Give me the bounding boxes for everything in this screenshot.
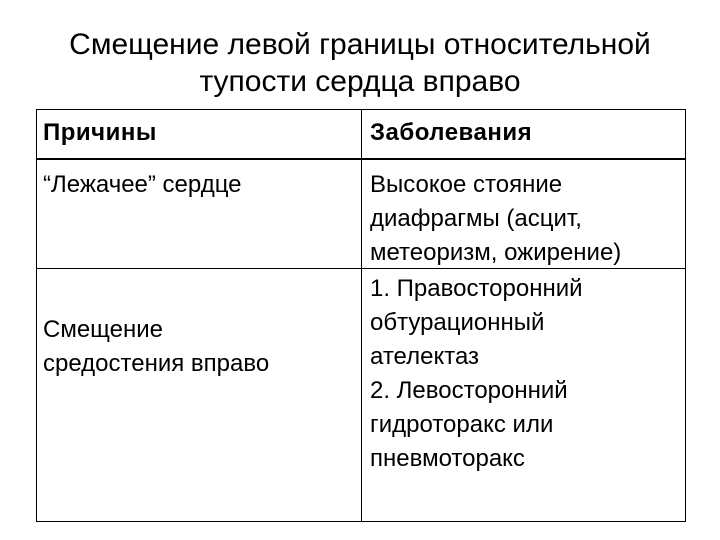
row-2-cause <box>43 313 269 381</box>
slide-title <box>20 26 700 100</box>
column-divider <box>361 110 362 521</box>
row-2-diseases <box>370 272 583 476</box>
row-2-diseases-line-1: 1. Правосторонний <box>370 275 583 302</box>
header-diseases: Заболевания <box>370 119 533 146</box>
row-2-diseases-line-5: гидроторакс или <box>370 411 554 438</box>
slide-title-line-2: тупости сердца вправо <box>199 65 521 98</box>
row-2-diseases-line-3: ателектаз <box>370 343 480 370</box>
row-2-diseases-line-6: пневмоторакс <box>370 445 525 472</box>
slide-title-line-1: Смещение левой границы относительной <box>69 28 651 61</box>
row-2-diseases-line-4: 2. Левосторонний <box>370 377 568 404</box>
header-causes: Причины <box>43 119 157 146</box>
causes-diseases-table <box>36 109 686 522</box>
row-2-diseases-line-2: обтурационный <box>370 309 545 336</box>
row-1-diseases <box>370 168 621 270</box>
row-1-diseases-line-2: диафрагмы (асцит, <box>370 205 582 232</box>
row-1-diseases-line-3: метеоризм, ожирение) <box>370 239 622 266</box>
row-2-cause-line-1: Смещение <box>43 316 164 343</box>
header-divider <box>37 158 685 160</box>
row-1-diseases-line-1: Высокое стояние <box>370 171 563 198</box>
row-1-cause <box>43 168 242 202</box>
row-2-cause-line-2: средостения вправо <box>43 350 270 377</box>
row-1-cause-line-1: “Лежачее” сердце <box>43 171 242 198</box>
